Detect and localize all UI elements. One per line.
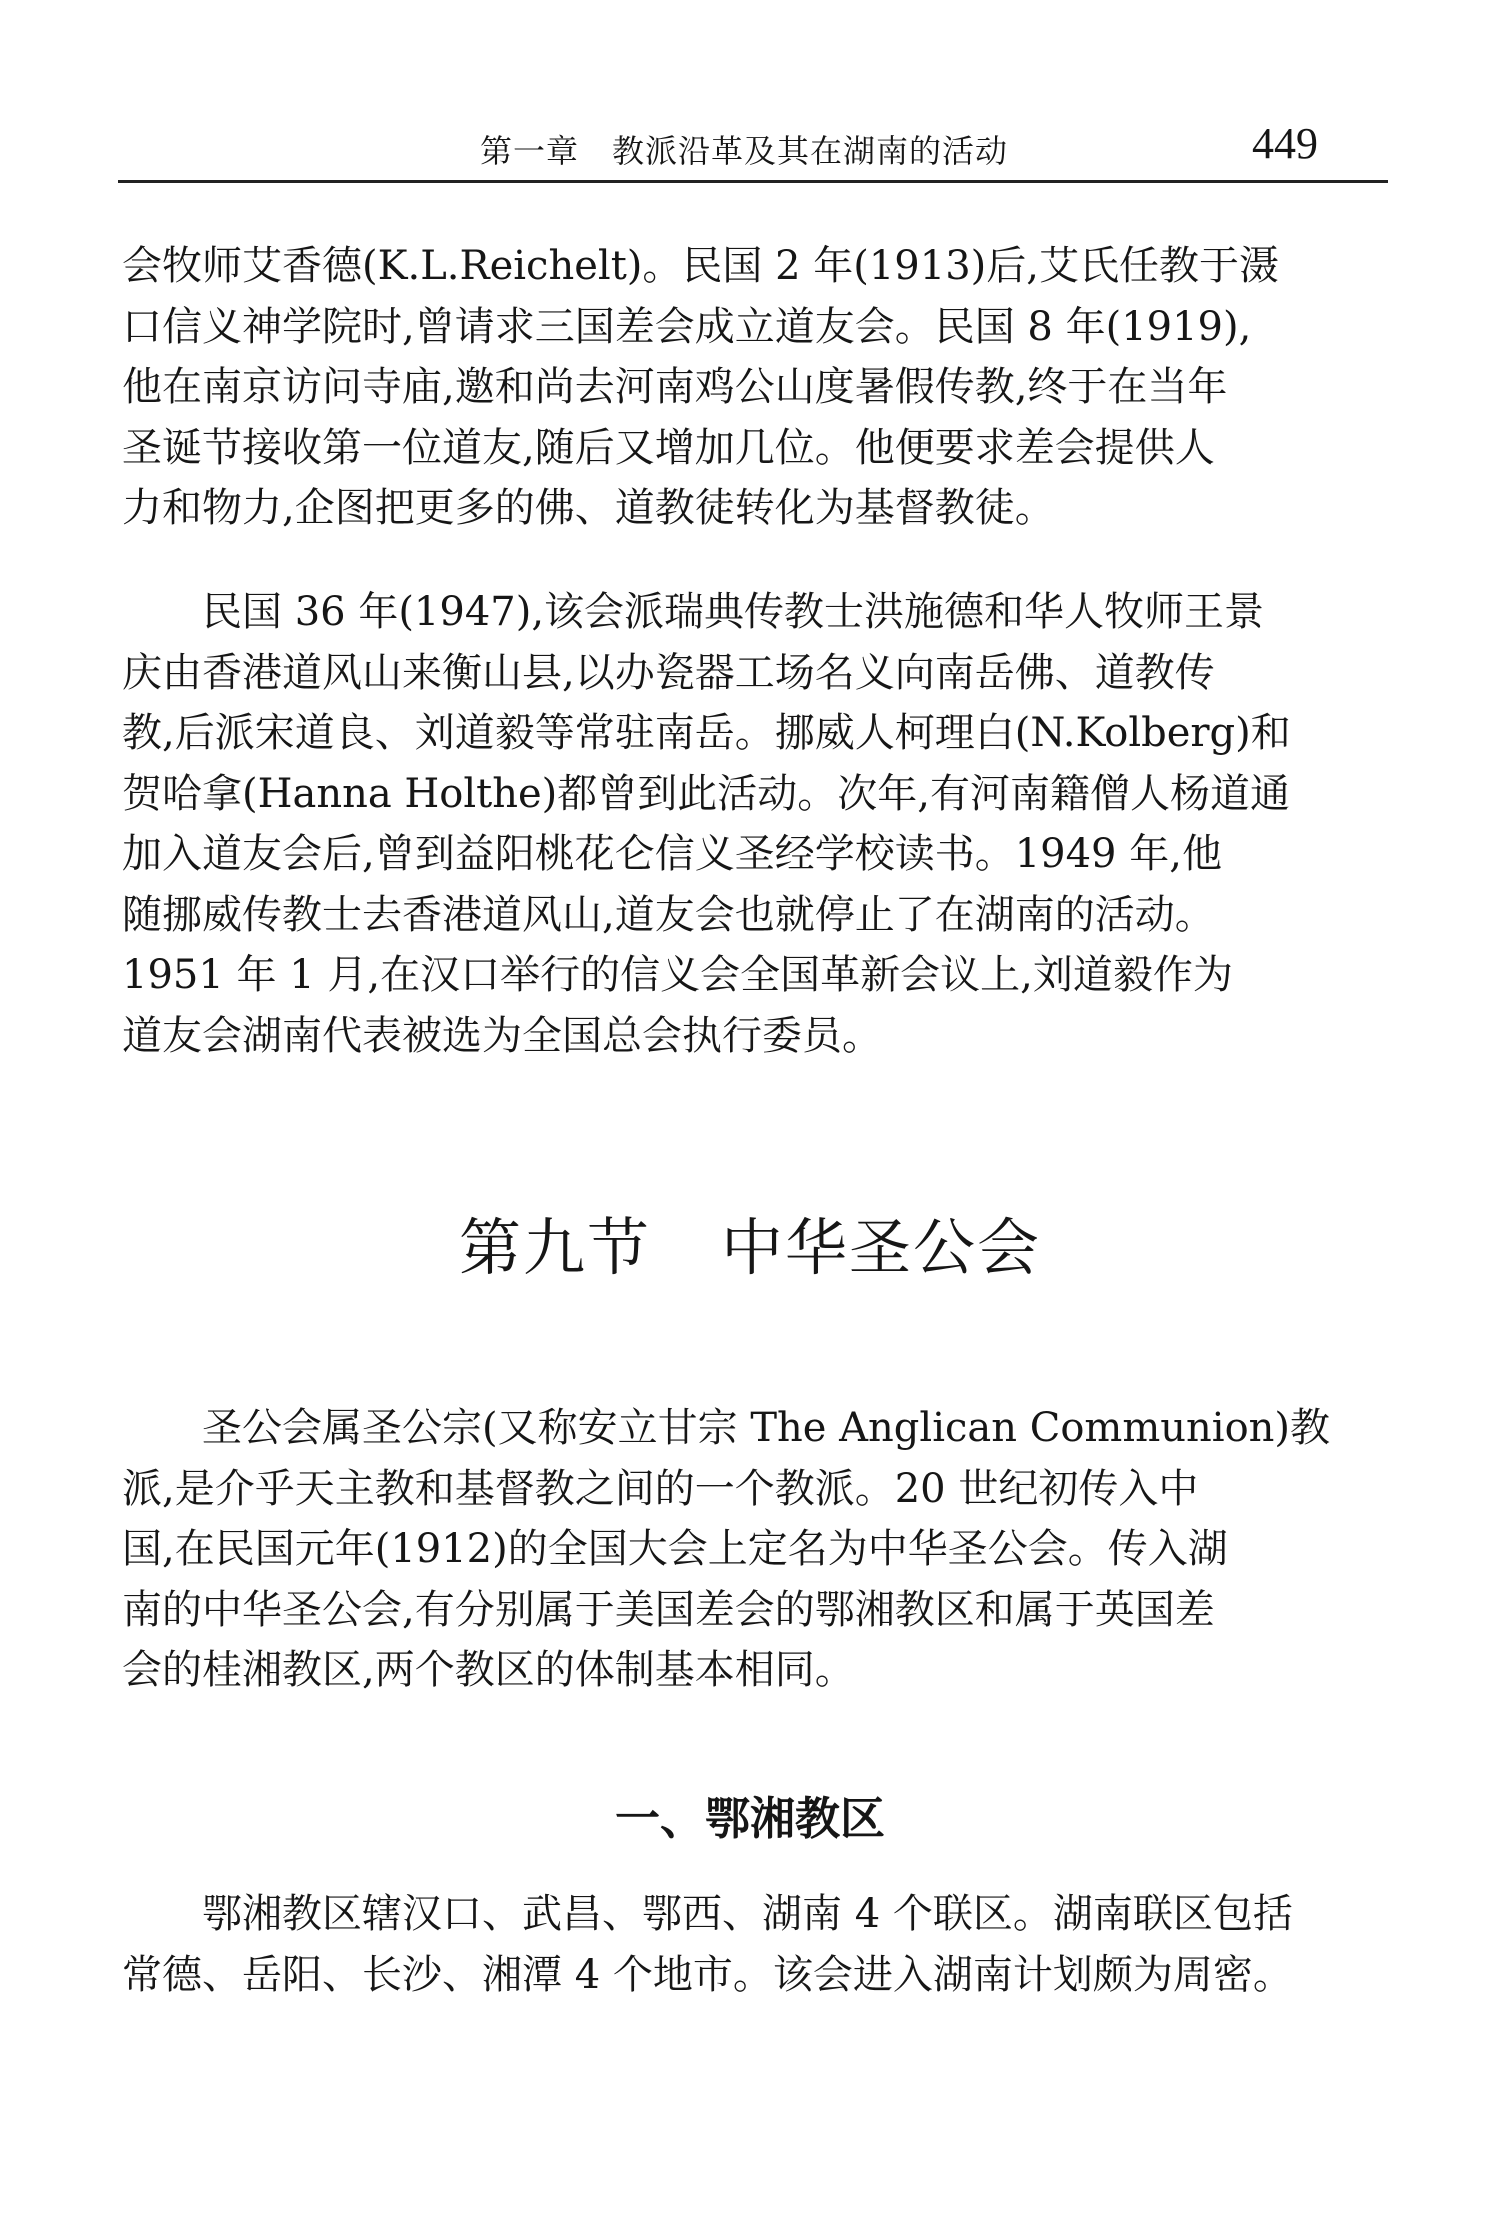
text-line: 南的中华圣公会,有分别属于美国差会的鄂湘教区和属于英国差 (122, 1586, 1215, 1633)
section-number: 第九节 (458, 1211, 651, 1284)
text-line: 1951 年 1 月,在汉口举行的信义会全国革新会议上,刘道毅作为 (122, 952, 1233, 998)
chapter-title: 第一章 教派沿革及其在湖南的活动 (480, 132, 1009, 170)
text-line: 民国 36 年(1947),该会派瑞典传教士洪施德和华人牧师王景 (122, 589, 1265, 635)
text-line: 会牧师艾香德(K.L.Reichelt)。民国 2 年(1913)后,艾氏任教于滠 (122, 243, 1279, 289)
text-line: 加入道友会后,曾到益阳桃花仑信义圣经学校读书。1949 年,他 (122, 831, 1222, 877)
text-line: 教,后派宋道良、刘道毅等常驻南岳。挪威人柯理白(N.Kolberg)和 (122, 710, 1291, 756)
paragraph-exiang-diocese (122, 1884, 1392, 2005)
text-line: 常德、岳阳、长沙、湘潭 4 个地市。该会进入湖南计划颇为周密。 (122, 1951, 1293, 1998)
paragraph-daoyouhui-hunan (122, 582, 1392, 1066)
text-line: 派,是介乎天主教和基督教之间的一个教派。20 世纪初传入中 (122, 1465, 1199, 1512)
text-line: 口信义神学院时,曾请求三国差会成立道友会。民国 8 年(1919), (122, 303, 1252, 350)
text-line: 道友会湖南代表被选为全国总会执行委员。 (122, 1012, 882, 1059)
text-line: 力和物力,企图把更多的佛、道教徒转化为基督教徒。 (122, 485, 1055, 531)
paragraph-daoyouhui-origin (122, 236, 1392, 539)
text-line: 庆由香港道风山来衡山县,以办瓷器工场名义向南岳佛、道教传 (122, 649, 1215, 696)
section-title: 中华圣公会 (721, 1211, 1042, 1284)
text-line: 随挪威传教士去香港道风山,道友会也就停止了在湖南的活动。 (122, 891, 1215, 938)
header-rule (118, 180, 1388, 183)
text-line: 贺哈拿(Hanna Holthe)都曾到此活动。次年,有河南籍僧人杨道通 (122, 770, 1291, 817)
text-line: 鄂湘教区辖汉口、武昌、鄂西、湖南 4 个联区。湖南联区包括 (122, 1891, 1293, 1937)
running-head (118, 118, 1388, 184)
text-line: 国,在民国元年(1912)的全国大会上定名为中华圣公会。传入湖 (122, 1526, 1228, 1572)
subsection-heading: 一、鄂湘教区 (614, 1792, 885, 1845)
page-number: 449 (1252, 119, 1318, 168)
text-line: 圣诞节接收第一位道友,随后又增加几位。他便要求差会提供人 (122, 424, 1215, 471)
text-line: 圣公会属圣公宗(又称安立甘宗 The Anglican Communion)教 (122, 1405, 1331, 1451)
text-line: 会的桂湘教区,两个教区的体制基本相同。 (122, 1647, 855, 1693)
section-heading (0, 1198, 1500, 1287)
paragraph-anglican-intro (122, 1398, 1392, 1701)
text-line: 他在南京访问寺庙,邀和尚去河南鸡公山度暑假传教,终于在当年 (122, 364, 1228, 410)
